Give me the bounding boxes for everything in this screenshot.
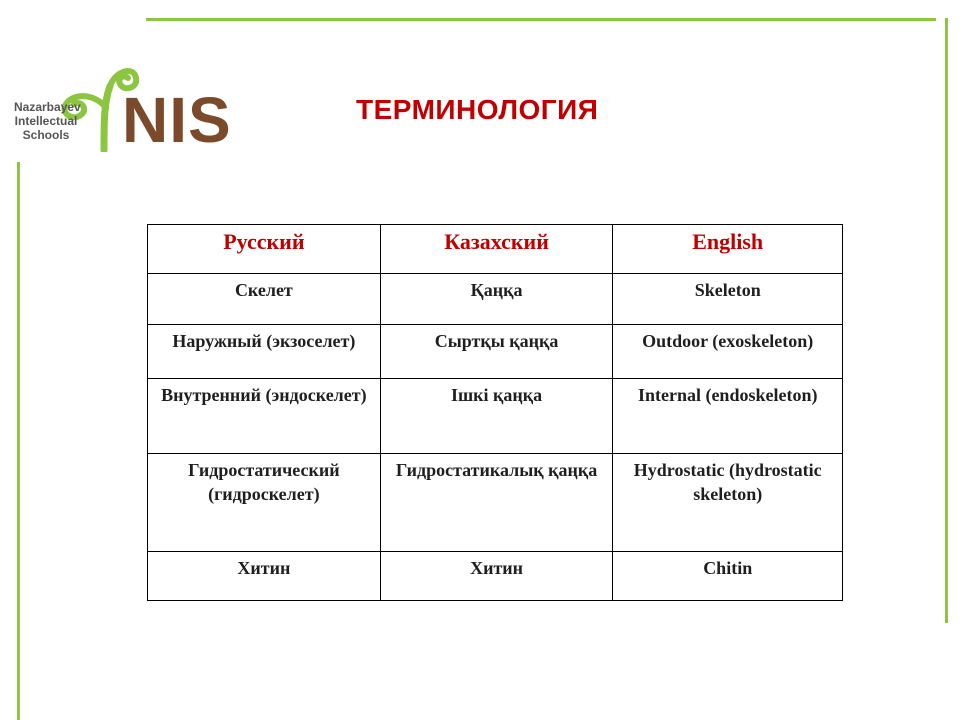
table-row (148, 379, 843, 454)
cell-russian: Внутренний (эндоскелет) (148, 379, 381, 454)
cell-russian: Скелет (148, 274, 381, 325)
cell-russian: Наружный (экзоселет) (148, 325, 381, 379)
cell-russian: Хитин (148, 552, 381, 601)
cell-english: Chitin (613, 552, 843, 601)
right-divider-line (945, 18, 948, 623)
header-english: English (613, 225, 843, 274)
cell-english: Internal (endoskeleton) (613, 379, 843, 454)
header-kazakh: Казахский (380, 225, 613, 274)
table-row (148, 325, 843, 379)
logo-org-line: Schools (22, 128, 70, 142)
table-row (148, 552, 843, 601)
logo-org-line: Intellectual (14, 114, 78, 128)
cell-english: Skeleton (613, 274, 843, 325)
terminology-table (147, 224, 843, 601)
logo-org-name (14, 100, 81, 142)
top-divider-line (146, 18, 936, 21)
cell-english: Outdoor (exoskeleton) (613, 325, 843, 379)
cell-english: Hydrostatic (hydrostatic skeleton) (613, 454, 843, 552)
left-divider-line (17, 162, 20, 720)
cell-kazakh: Сыртқы қаңқа (380, 325, 613, 379)
table-row (148, 274, 843, 325)
table-header-row (148, 225, 843, 274)
page-title: ТЕРМИНОЛОГИЯ (356, 94, 599, 125)
logo-org-line: Nazarbayev (14, 100, 81, 114)
cell-kazakh: Қаңқа (380, 274, 613, 325)
nis-logo (4, 26, 232, 156)
logo-mark: NIS (122, 84, 232, 156)
table-row (148, 454, 843, 552)
cell-russian: Гидростатический (гидроскелет) (148, 454, 381, 552)
cell-kazakh: Хитин (380, 552, 613, 601)
header-russian: Русский (148, 225, 381, 274)
cell-kazakh: Ішкі қаңқа (380, 379, 613, 454)
cell-kazakh: Гидростатикалық қаңқа (380, 454, 613, 552)
